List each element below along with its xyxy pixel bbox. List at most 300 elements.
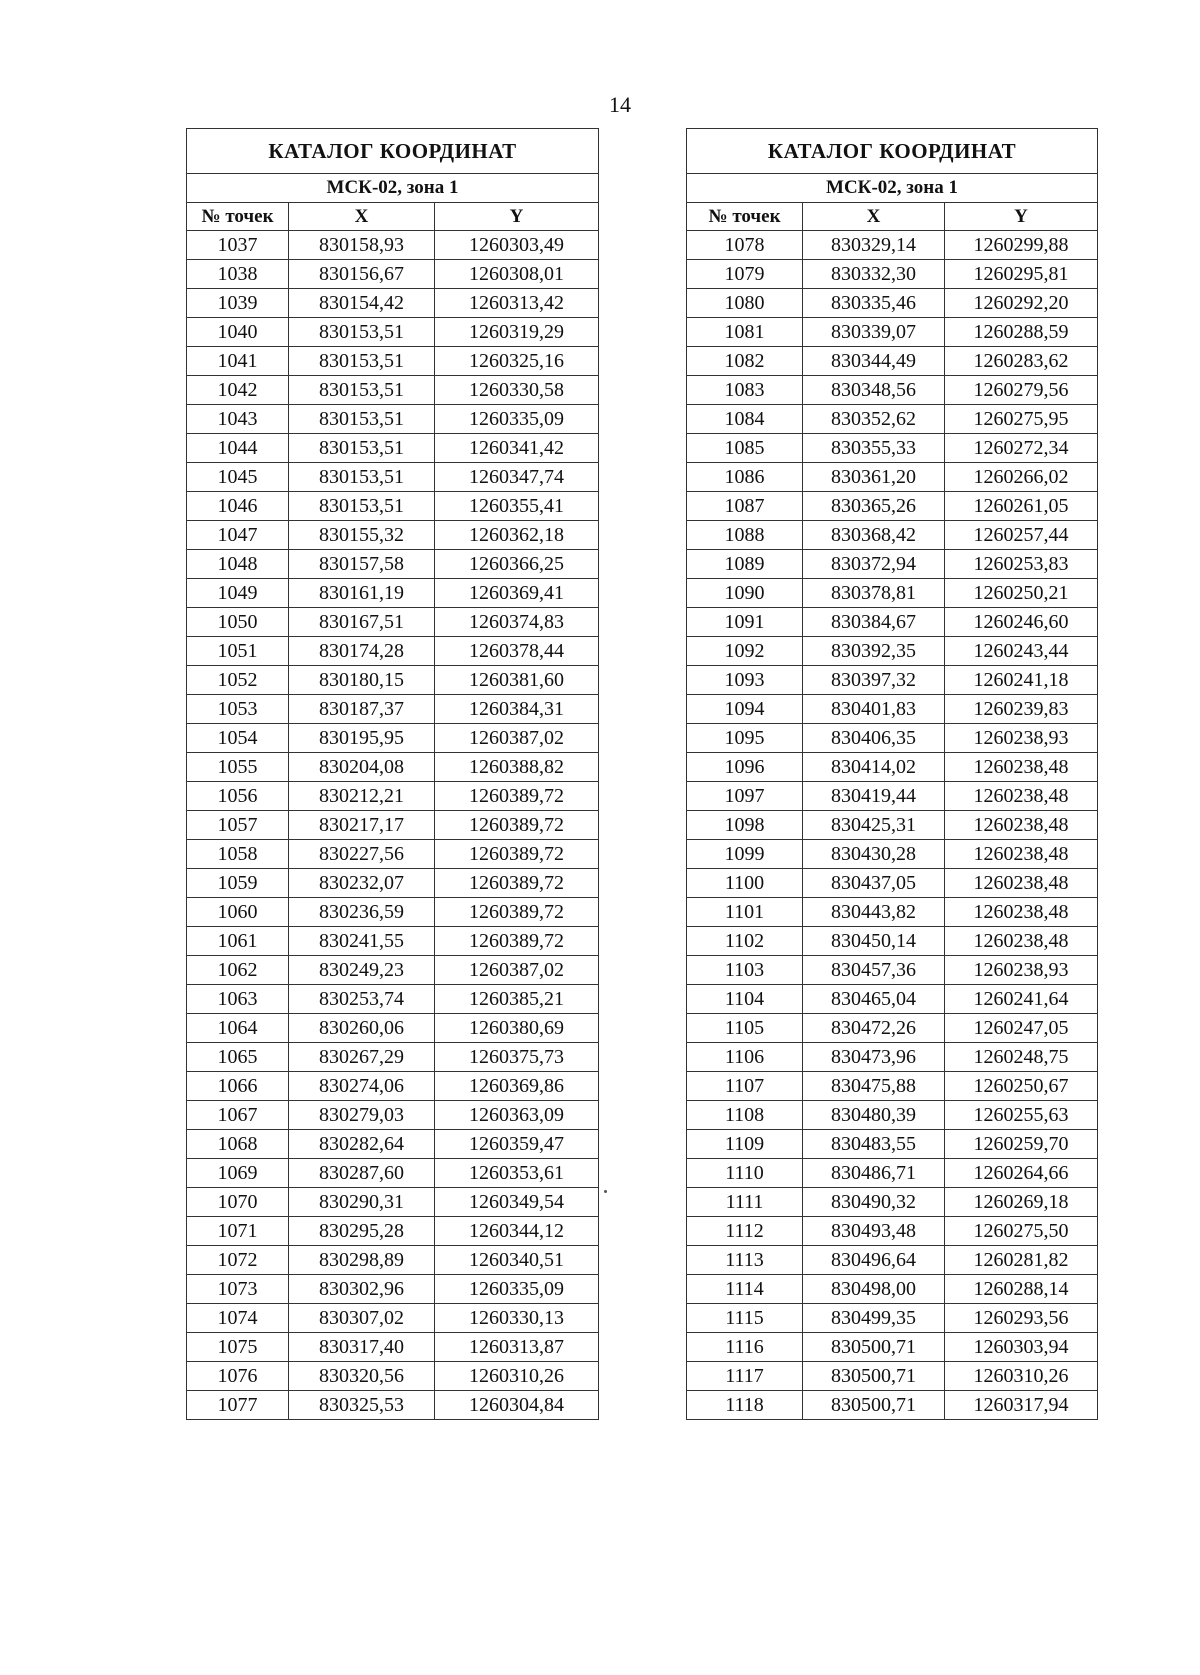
y-coordinate-cell: 1260253,83 [945, 550, 1098, 579]
y-coordinate-cell: 1260387,02 [435, 956, 599, 985]
point-number-cell: 1094 [687, 695, 803, 724]
x-coordinate-cell: 830174,28 [289, 637, 435, 666]
point-number-cell: 1072 [187, 1246, 289, 1275]
x-coordinate-cell: 830204,08 [289, 753, 435, 782]
y-coordinate-cell: 1260340,51 [435, 1246, 599, 1275]
page-number: 14 [609, 92, 631, 117]
x-coordinate-cell: 830443,82 [803, 898, 945, 927]
y-coordinate-cell: 1260384,31 [435, 695, 599, 724]
table-row [187, 492, 599, 521]
table-row [187, 1304, 599, 1333]
y-coordinate-cell: 1260299,88 [945, 231, 1098, 260]
table-row [187, 1391, 599, 1420]
point-number-cell: 1108 [687, 1101, 803, 1130]
table-row [687, 666, 1098, 695]
point-number-cell: 1083 [687, 376, 803, 405]
coordinate-catalog-table [686, 128, 1098, 1420]
x-coordinate-cell: 830335,46 [803, 289, 945, 318]
table-row [687, 695, 1098, 724]
x-coordinate-cell: 830180,15 [289, 666, 435, 695]
table-row [687, 782, 1098, 811]
x-coordinate-cell: 830414,02 [803, 753, 945, 782]
y-coordinate-cell: 1260238,48 [945, 869, 1098, 898]
y-coordinate-cell: 1260261,05 [945, 492, 1098, 521]
y-coordinate-cell: 1260319,29 [435, 318, 599, 347]
point-number-cell: 1038 [187, 260, 289, 289]
x-coordinate-cell: 830302,96 [289, 1275, 435, 1304]
point-number-cell: 1047 [187, 521, 289, 550]
x-coordinate-cell: 830493,48 [803, 1217, 945, 1246]
y-coordinate-cell: 1260248,75 [945, 1043, 1098, 1072]
point-number-cell: 1100 [687, 869, 803, 898]
x-coordinate-cell: 830153,51 [289, 405, 435, 434]
table-row [187, 956, 599, 985]
column-header-y: Y [435, 203, 599, 231]
point-number-cell: 1051 [187, 637, 289, 666]
table-row [187, 1159, 599, 1188]
point-number-cell: 1064 [187, 1014, 289, 1043]
point-number-cell: 1105 [687, 1014, 803, 1043]
table-row [187, 869, 599, 898]
y-coordinate-cell: 1260347,74 [435, 463, 599, 492]
y-coordinate-cell: 1260241,18 [945, 666, 1098, 695]
x-coordinate-cell: 830430,28 [803, 840, 945, 869]
y-coordinate-cell: 1260310,26 [945, 1362, 1098, 1391]
x-coordinate-cell: 830153,51 [289, 318, 435, 347]
table-row [687, 521, 1098, 550]
table-row [687, 753, 1098, 782]
table-row [687, 1246, 1098, 1275]
point-number-cell: 1053 [187, 695, 289, 724]
point-number-cell: 1104 [687, 985, 803, 1014]
point-number-cell: 1086 [687, 463, 803, 492]
x-coordinate-cell: 830332,30 [803, 260, 945, 289]
point-number-cell: 1048 [187, 550, 289, 579]
x-coordinate-cell: 830212,21 [289, 782, 435, 811]
table-row [187, 1333, 599, 1362]
point-number-cell: 1056 [187, 782, 289, 811]
point-number-cell: 1073 [187, 1275, 289, 1304]
point-number-cell: 1044 [187, 434, 289, 463]
point-number-cell: 1078 [687, 231, 803, 260]
y-coordinate-cell: 1260349,54 [435, 1188, 599, 1217]
x-coordinate-cell: 830158,93 [289, 231, 435, 260]
x-coordinate-cell: 830372,94 [803, 550, 945, 579]
table-row [687, 405, 1098, 434]
x-coordinate-cell: 830361,20 [803, 463, 945, 492]
table-row [187, 550, 599, 579]
y-coordinate-cell: 1260389,72 [435, 840, 599, 869]
point-number-cell: 1097 [687, 782, 803, 811]
x-coordinate-cell: 830295,28 [289, 1217, 435, 1246]
table-row [187, 695, 599, 724]
point-number-cell: 1098 [687, 811, 803, 840]
y-coordinate-cell: 1260366,25 [435, 550, 599, 579]
y-coordinate-cell: 1260335,09 [435, 1275, 599, 1304]
y-coordinate-cell: 1260389,72 [435, 869, 599, 898]
catalog-subtitle: МСК-02, зона 1 [687, 174, 1098, 203]
y-coordinate-cell: 1260281,82 [945, 1246, 1098, 1275]
table-body [687, 231, 1098, 1420]
table-row [687, 1072, 1098, 1101]
x-coordinate-cell: 830483,55 [803, 1130, 945, 1159]
point-number-cell: 1041 [187, 347, 289, 376]
column-header-x: X [289, 203, 435, 231]
point-number-cell: 1118 [687, 1391, 803, 1420]
x-coordinate-cell: 830384,67 [803, 608, 945, 637]
table-row [687, 985, 1098, 1014]
scan-speck [604, 1190, 607, 1193]
column-header-x: X [803, 203, 945, 231]
table-row [187, 637, 599, 666]
y-coordinate-cell: 1260303,94 [945, 1333, 1098, 1362]
table-row [687, 260, 1098, 289]
table-row [687, 347, 1098, 376]
point-number-cell: 1057 [187, 811, 289, 840]
column-header-point-number: № точек [687, 203, 803, 231]
point-number-cell: 1099 [687, 840, 803, 869]
y-coordinate-cell: 1260341,42 [435, 434, 599, 463]
table-row [187, 521, 599, 550]
x-coordinate-cell: 830320,56 [289, 1362, 435, 1391]
table-row [687, 231, 1098, 260]
x-coordinate-cell: 830153,51 [289, 492, 435, 521]
x-coordinate-cell: 830329,14 [803, 231, 945, 260]
x-coordinate-cell: 830157,58 [289, 550, 435, 579]
table-row [187, 1246, 599, 1275]
table-row [187, 289, 599, 318]
y-coordinate-cell: 1260303,49 [435, 231, 599, 260]
table-row [687, 434, 1098, 463]
table-row [187, 1072, 599, 1101]
table-row [187, 927, 599, 956]
table-row [687, 1333, 1098, 1362]
point-number-cell: 1081 [687, 318, 803, 347]
x-coordinate-cell: 830287,60 [289, 1159, 435, 1188]
y-coordinate-cell: 1260288,14 [945, 1275, 1098, 1304]
table-row [687, 898, 1098, 927]
y-coordinate-cell: 1260375,73 [435, 1043, 599, 1072]
y-coordinate-cell: 1260388,82 [435, 753, 599, 782]
table-row [187, 231, 599, 260]
y-coordinate-cell: 1260250,21 [945, 579, 1098, 608]
catalog-title: КАТАЛОГ КООРДИНАТ [687, 129, 1098, 174]
table-row [187, 1014, 599, 1043]
x-coordinate-cell: 830167,51 [289, 608, 435, 637]
point-number-cell: 1052 [187, 666, 289, 695]
x-coordinate-cell: 830155,32 [289, 521, 435, 550]
y-coordinate-cell: 1260243,44 [945, 637, 1098, 666]
point-number-cell: 1075 [187, 1333, 289, 1362]
table-row [687, 637, 1098, 666]
y-coordinate-cell: 1260355,41 [435, 492, 599, 521]
point-number-cell: 1058 [187, 840, 289, 869]
table-row [687, 550, 1098, 579]
table-row [187, 1217, 599, 1246]
table-row [687, 1275, 1098, 1304]
table-row [187, 1188, 599, 1217]
x-coordinate-cell: 830325,53 [289, 1391, 435, 1420]
x-coordinate-cell: 830392,35 [803, 637, 945, 666]
point-number-cell: 1071 [187, 1217, 289, 1246]
x-coordinate-cell: 830154,42 [289, 289, 435, 318]
x-coordinate-cell: 830260,06 [289, 1014, 435, 1043]
x-coordinate-cell: 830153,51 [289, 434, 435, 463]
y-coordinate-cell: 1260310,26 [435, 1362, 599, 1391]
x-coordinate-cell: 830153,51 [289, 347, 435, 376]
table-row [687, 1101, 1098, 1130]
y-coordinate-cell: 1260385,21 [435, 985, 599, 1014]
point-number-cell: 1102 [687, 927, 803, 956]
table-row [187, 1043, 599, 1072]
column-header-y: Y [945, 203, 1098, 231]
x-coordinate-cell: 830365,26 [803, 492, 945, 521]
x-coordinate-cell: 830282,64 [289, 1130, 435, 1159]
table-row [187, 608, 599, 637]
y-coordinate-cell: 1260238,93 [945, 724, 1098, 753]
point-number-cell: 1060 [187, 898, 289, 927]
table-row [687, 840, 1098, 869]
point-number-cell: 1117 [687, 1362, 803, 1391]
x-coordinate-cell: 830419,44 [803, 782, 945, 811]
table-row [187, 898, 599, 927]
y-coordinate-cell: 1260238,48 [945, 782, 1098, 811]
table-row [187, 347, 599, 376]
point-number-cell: 1067 [187, 1101, 289, 1130]
point-number-cell: 1087 [687, 492, 803, 521]
x-coordinate-cell: 830500,71 [803, 1333, 945, 1362]
y-coordinate-cell: 1260288,59 [945, 318, 1098, 347]
point-number-cell: 1065 [187, 1043, 289, 1072]
point-number-cell: 1040 [187, 318, 289, 347]
point-number-cell: 1079 [687, 260, 803, 289]
y-coordinate-cell: 1260238,48 [945, 840, 1098, 869]
x-coordinate-cell: 830425,31 [803, 811, 945, 840]
y-coordinate-cell: 1260389,72 [435, 811, 599, 840]
point-number-cell: 1070 [187, 1188, 289, 1217]
table-row [687, 579, 1098, 608]
x-coordinate-cell: 830368,42 [803, 521, 945, 550]
point-number-cell: 1112 [687, 1217, 803, 1246]
y-coordinate-cell: 1260238,48 [945, 898, 1098, 927]
point-number-cell: 1088 [687, 521, 803, 550]
table-row [687, 1188, 1098, 1217]
x-coordinate-cell: 830153,51 [289, 376, 435, 405]
point-number-cell: 1037 [187, 231, 289, 260]
x-coordinate-cell: 830352,62 [803, 405, 945, 434]
x-coordinate-cell: 830344,49 [803, 347, 945, 376]
x-coordinate-cell: 830187,37 [289, 695, 435, 724]
y-coordinate-cell: 1260308,01 [435, 260, 599, 289]
x-coordinate-cell: 830472,26 [803, 1014, 945, 1043]
y-coordinate-cell: 1260381,60 [435, 666, 599, 695]
point-number-cell: 1096 [687, 753, 803, 782]
point-number-cell: 1074 [187, 1304, 289, 1333]
table-row [187, 666, 599, 695]
x-coordinate-cell: 830406,35 [803, 724, 945, 753]
table-row [187, 1101, 599, 1130]
table-row [187, 985, 599, 1014]
y-coordinate-cell: 1260283,62 [945, 347, 1098, 376]
point-number-cell: 1101 [687, 898, 803, 927]
table-row [187, 782, 599, 811]
y-coordinate-cell: 1260330,58 [435, 376, 599, 405]
point-number-cell: 1039 [187, 289, 289, 318]
point-number-cell: 1043 [187, 405, 289, 434]
point-number-cell: 1042 [187, 376, 289, 405]
y-coordinate-cell: 1260325,16 [435, 347, 599, 376]
x-coordinate-cell: 830496,64 [803, 1246, 945, 1275]
y-coordinate-cell: 1260292,20 [945, 289, 1098, 318]
table-row [687, 1391, 1098, 1420]
table-row [187, 1275, 599, 1304]
table-row [687, 1159, 1098, 1188]
point-number-cell: 1115 [687, 1304, 803, 1333]
y-coordinate-cell: 1260304,84 [435, 1391, 599, 1420]
table-row [187, 840, 599, 869]
x-coordinate-cell: 830161,19 [289, 579, 435, 608]
table-row [687, 318, 1098, 347]
point-number-cell: 1111 [687, 1188, 803, 1217]
y-coordinate-cell: 1260363,09 [435, 1101, 599, 1130]
x-coordinate-cell: 830348,56 [803, 376, 945, 405]
y-coordinate-cell: 1260389,72 [435, 927, 599, 956]
y-coordinate-cell: 1260275,95 [945, 405, 1098, 434]
y-coordinate-cell: 1260272,34 [945, 434, 1098, 463]
point-number-cell: 1103 [687, 956, 803, 985]
y-coordinate-cell: 1260344,12 [435, 1217, 599, 1246]
x-coordinate-cell: 830274,06 [289, 1072, 435, 1101]
y-coordinate-cell: 1260266,02 [945, 463, 1098, 492]
x-coordinate-cell: 830217,17 [289, 811, 435, 840]
point-number-cell: 1068 [187, 1130, 289, 1159]
table-row [687, 724, 1098, 753]
x-coordinate-cell: 830153,51 [289, 463, 435, 492]
point-number-cell: 1080 [687, 289, 803, 318]
x-coordinate-cell: 830486,71 [803, 1159, 945, 1188]
point-number-cell: 1106 [687, 1043, 803, 1072]
x-coordinate-cell: 830339,07 [803, 318, 945, 347]
table-row [187, 579, 599, 608]
point-number-cell: 1095 [687, 724, 803, 753]
y-coordinate-cell: 1260295,81 [945, 260, 1098, 289]
x-coordinate-cell: 830457,36 [803, 956, 945, 985]
x-coordinate-cell: 830490,32 [803, 1188, 945, 1217]
y-coordinate-cell: 1260239,83 [945, 695, 1098, 724]
y-coordinate-cell: 1260335,09 [435, 405, 599, 434]
point-number-cell: 1092 [687, 637, 803, 666]
x-coordinate-cell: 830465,04 [803, 985, 945, 1014]
y-coordinate-cell: 1260279,56 [945, 376, 1098, 405]
point-number-cell: 1055 [187, 753, 289, 782]
x-coordinate-cell: 830475,88 [803, 1072, 945, 1101]
y-coordinate-cell: 1260269,18 [945, 1188, 1098, 1217]
catalog-subtitle: МСК-02, зона 1 [187, 174, 599, 203]
table-row [687, 376, 1098, 405]
x-coordinate-cell: 830500,71 [803, 1362, 945, 1391]
y-coordinate-cell: 1260362,18 [435, 521, 599, 550]
x-coordinate-cell: 830290,31 [289, 1188, 435, 1217]
point-number-cell: 1082 [687, 347, 803, 376]
x-coordinate-cell: 830279,03 [289, 1101, 435, 1130]
table-row [687, 1014, 1098, 1043]
x-coordinate-cell: 830156,67 [289, 260, 435, 289]
table-row [187, 405, 599, 434]
point-number-cell: 1050 [187, 608, 289, 637]
point-number-cell: 1046 [187, 492, 289, 521]
x-coordinate-cell: 830241,55 [289, 927, 435, 956]
table-row [187, 318, 599, 347]
y-coordinate-cell: 1260369,41 [435, 579, 599, 608]
x-coordinate-cell: 830437,05 [803, 869, 945, 898]
x-coordinate-cell: 830480,39 [803, 1101, 945, 1130]
y-coordinate-cell: 1260313,87 [435, 1333, 599, 1362]
x-coordinate-cell: 830195,95 [289, 724, 435, 753]
table-body [187, 231, 599, 1420]
point-number-cell: 1077 [187, 1391, 289, 1420]
point-number-cell: 1093 [687, 666, 803, 695]
point-number-cell: 1110 [687, 1159, 803, 1188]
table-row [687, 1217, 1098, 1246]
point-number-cell: 1049 [187, 579, 289, 608]
x-coordinate-cell: 830450,14 [803, 927, 945, 956]
y-coordinate-cell: 1260380,69 [435, 1014, 599, 1043]
y-coordinate-cell: 1260359,47 [435, 1130, 599, 1159]
y-coordinate-cell: 1260369,86 [435, 1072, 599, 1101]
x-coordinate-cell: 830232,07 [289, 869, 435, 898]
point-number-cell: 1089 [687, 550, 803, 579]
y-coordinate-cell: 1260313,42 [435, 289, 599, 318]
point-number-cell: 1061 [187, 927, 289, 956]
y-coordinate-cell: 1260389,72 [435, 782, 599, 811]
x-coordinate-cell: 830498,00 [803, 1275, 945, 1304]
table-row [187, 376, 599, 405]
point-number-cell: 1076 [187, 1362, 289, 1391]
x-coordinate-cell: 830317,40 [289, 1333, 435, 1362]
table-row [687, 608, 1098, 637]
x-coordinate-cell: 830473,96 [803, 1043, 945, 1072]
table-row [187, 463, 599, 492]
point-number-cell: 1063 [187, 985, 289, 1014]
x-coordinate-cell: 830227,56 [289, 840, 435, 869]
table-row [687, 289, 1098, 318]
y-coordinate-cell: 1260246,60 [945, 608, 1098, 637]
table-row [687, 927, 1098, 956]
point-number-cell: 1062 [187, 956, 289, 985]
table-row [687, 869, 1098, 898]
table-row [687, 1130, 1098, 1159]
y-coordinate-cell: 1260238,48 [945, 927, 1098, 956]
column-header-point-number: № точек [187, 203, 289, 231]
point-number-cell: 1084 [687, 405, 803, 434]
x-coordinate-cell: 830298,89 [289, 1246, 435, 1275]
point-number-cell: 1054 [187, 724, 289, 753]
x-coordinate-cell: 830253,74 [289, 985, 435, 1014]
point-number-cell: 1059 [187, 869, 289, 898]
point-number-cell: 1114 [687, 1275, 803, 1304]
point-number-cell: 1090 [687, 579, 803, 608]
point-number-cell: 1069 [187, 1159, 289, 1188]
point-number-cell: 1066 [187, 1072, 289, 1101]
table-row [687, 1043, 1098, 1072]
table-row [187, 1362, 599, 1391]
coordinate-catalog-table [186, 128, 599, 1420]
x-coordinate-cell: 830397,32 [803, 666, 945, 695]
table-row [687, 463, 1098, 492]
table-row [687, 956, 1098, 985]
table-row [187, 1130, 599, 1159]
point-number-cell: 1091 [687, 608, 803, 637]
